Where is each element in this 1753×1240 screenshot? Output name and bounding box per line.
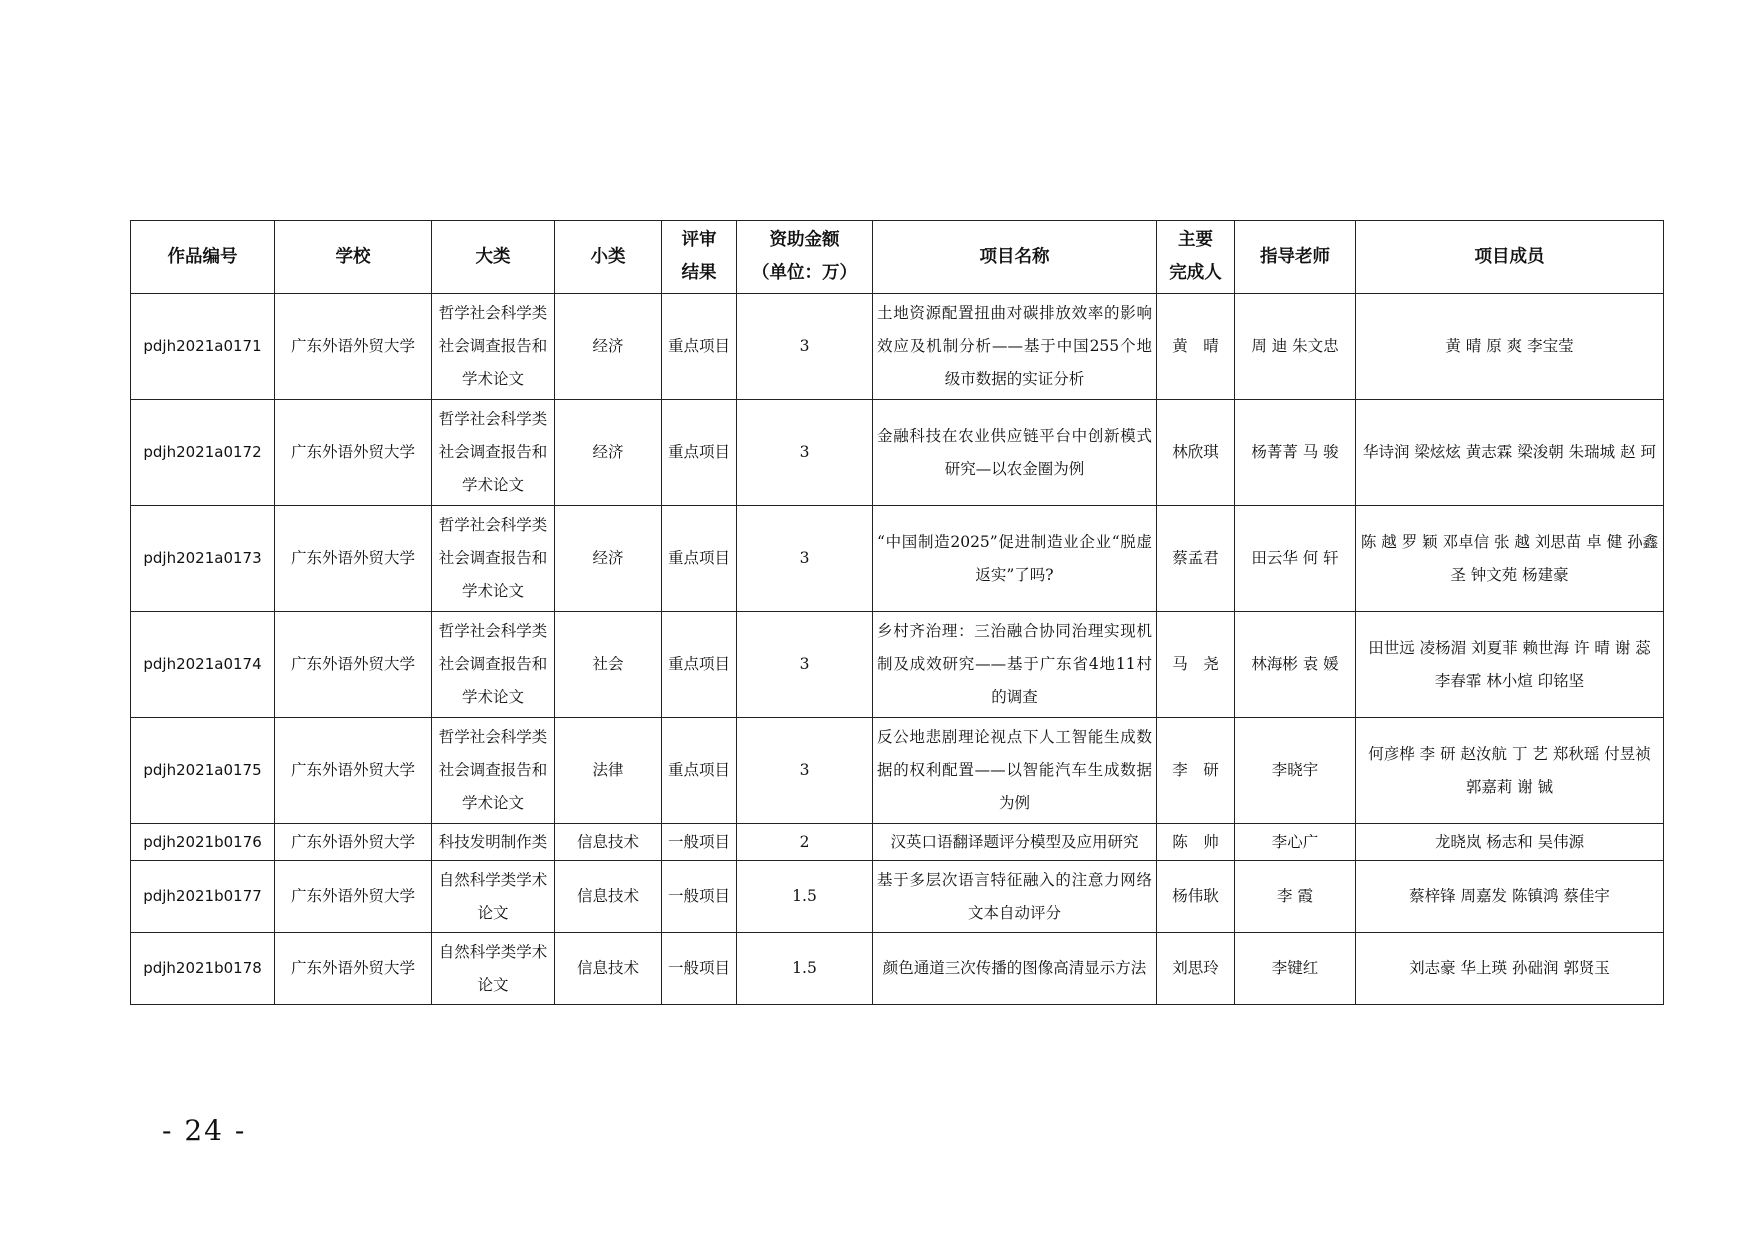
table-row — [131, 718, 1664, 824]
cell-category: 哲学社会科学类社会调查报告和学术论文 — [432, 612, 555, 718]
cell-result: 一般项目 — [662, 861, 737, 933]
cell-school: 广东外语外贸大学 — [275, 294, 432, 400]
header-funding-line1: 资助金额 — [769, 230, 840, 250]
cell-category: 哲学社会科学类社会调查报告和学术论文 — [432, 718, 555, 824]
cell-members: 华诗润 梁炫炫 黄志霖 梁浚朝 朱瑞城 赵 珂 — [1356, 400, 1664, 506]
table-row — [131, 612, 1664, 718]
cell-members: 龙晓岚 杨志和 吴伟源 — [1356, 824, 1664, 861]
header-lead-line1: 主要 — [1178, 230, 1213, 250]
cell-category: 哲学社会科学类社会调查报告和学术论文 — [432, 506, 555, 612]
cell-funding: 1.5 — [737, 933, 873, 1005]
cell-school: 广东外语外贸大学 — [275, 400, 432, 506]
cell-code: pdjh2021b0178 — [131, 933, 275, 1005]
header-result-line1: 评审 — [681, 230, 717, 250]
cell-category: 自然科学类学术论文 — [432, 861, 555, 933]
header-advisor: 指导老师 — [1235, 221, 1356, 294]
cell-category: 自然科学类学术论文 — [432, 933, 555, 1005]
table-row — [131, 400, 1664, 506]
cell-category: 科技发明制作类 — [432, 824, 555, 861]
cell-title: 金融科技在农业供应链平台中创新模式研究—以农金圈为例 — [873, 400, 1157, 506]
header-result — [662, 221, 737, 294]
cell-subcategory: 经济 — [555, 506, 662, 612]
cell-code: pdjh2021a0175 — [131, 718, 275, 824]
cell-lead: 李 研 — [1157, 718, 1235, 824]
cell-result: 重点项目 — [662, 506, 737, 612]
cell-result: 重点项目 — [662, 612, 737, 718]
header-school: 学校 — [275, 221, 432, 294]
cell-lead: 马 尧 — [1157, 612, 1235, 718]
cell-result: 一般项目 — [662, 824, 737, 861]
cell-advisor: 周 迪 朱文忠 — [1235, 294, 1356, 400]
cell-advisor: 田云华 何 轩 — [1235, 506, 1356, 612]
cell-members: 何彦桦 李 研 赵汝航 丁 艺 郑秋瑶 付昱祯 郭嘉莉 谢 铖 — [1356, 718, 1664, 824]
table-row — [131, 294, 1664, 400]
cell-result: 重点项目 — [662, 294, 737, 400]
cell-school: 广东外语外贸大学 — [275, 612, 432, 718]
cell-subcategory: 信息技术 — [555, 824, 662, 861]
cell-funding: 3 — [737, 400, 873, 506]
project-table — [130, 220, 1664, 1005]
cell-code: pdjh2021b0176 — [131, 824, 275, 861]
table-row — [131, 506, 1664, 612]
cell-school: 广东外语外贸大学 — [275, 861, 432, 933]
cell-title: “中国制造2025”促进制造业企业“脱虚返实”了吗? — [873, 506, 1157, 612]
cell-funding: 3 — [737, 718, 873, 824]
header-result-line2: 结果 — [681, 263, 717, 283]
header-code: 作品编号 — [131, 221, 275, 294]
cell-advisor: 杨菁菁 马 骏 — [1235, 400, 1356, 506]
cell-code: pdjh2021b0177 — [131, 861, 275, 933]
cell-lead: 林欣琪 — [1157, 400, 1235, 506]
cell-funding: 1.5 — [737, 861, 873, 933]
cell-school: 广东外语外贸大学 — [275, 824, 432, 861]
cell-subcategory: 信息技术 — [555, 861, 662, 933]
cell-advisor: 李键红 — [1235, 933, 1356, 1005]
cell-lead: 杨伟耿 — [1157, 861, 1235, 933]
cell-members: 田世远 凌杨湄 刘夏菲 赖世海 许 晴 谢 蕊 李春霏 林小煊 印铭坚 — [1356, 612, 1664, 718]
cell-school: 广东外语外贸大学 — [275, 718, 432, 824]
cell-advisor: 李心广 — [1235, 824, 1356, 861]
cell-advisor: 李 霞 — [1235, 861, 1356, 933]
cell-lead: 黄 晴 — [1157, 294, 1235, 400]
cell-subcategory: 经济 — [555, 400, 662, 506]
cell-title: 土地资源配置扭曲对碳排放效率的影响效应及机制分析——基于中国255个地级市数据的实证分析 — [873, 294, 1157, 400]
header-funding-line2: （单位：万） — [752, 263, 857, 283]
header-title: 项目名称 — [873, 221, 1157, 294]
cell-school: 广东外语外贸大学 — [275, 933, 432, 1005]
cell-subcategory: 经济 — [555, 294, 662, 400]
cell-funding: 3 — [737, 294, 873, 400]
cell-members: 刘志豪 华上瑛 孙础润 郭贤玉 — [1356, 933, 1664, 1005]
cell-code: pdjh2021a0174 — [131, 612, 275, 718]
cell-school: 广东外语外贸大学 — [275, 506, 432, 612]
cell-result: 一般项目 — [662, 933, 737, 1005]
cell-members: 黄 晴 原 爽 李宝莹 — [1356, 294, 1664, 400]
header-lead — [1157, 221, 1235, 294]
cell-subcategory: 法律 — [555, 718, 662, 824]
cell-funding: 3 — [737, 612, 873, 718]
cell-title: 反公地悲剧理论视点下人工智能生成数据的权利配置——以智能汽车生成数据为例 — [873, 718, 1157, 824]
cell-members: 蔡梓锋 周嘉发 陈镇鸿 蔡佳宇 — [1356, 861, 1664, 933]
cell-title: 基于多层次语言特征融入的注意力网络文本自动评分 — [873, 861, 1157, 933]
cell-code: pdjh2021a0171 — [131, 294, 275, 400]
header-subcategory: 小类 — [555, 221, 662, 294]
cell-subcategory: 社会 — [555, 612, 662, 718]
table-row — [131, 824, 1664, 861]
cell-advisor: 李晓宇 — [1235, 718, 1356, 824]
cell-category: 哲学社会科学类社会调查报告和学术论文 — [432, 294, 555, 400]
cell-code: pdjh2021a0172 — [131, 400, 275, 506]
header-funding — [737, 221, 873, 294]
header-lead-line2: 完成人 — [1169, 263, 1222, 283]
cell-title: 汉英口语翻译题评分模型及应用研究 — [873, 824, 1157, 861]
cell-code: pdjh2021a0173 — [131, 506, 275, 612]
cell-lead: 陈 帅 — [1157, 824, 1235, 861]
table-row — [131, 933, 1664, 1005]
header-category: 大类 — [432, 221, 555, 294]
cell-funding: 2 — [737, 824, 873, 861]
cell-lead: 刘思玲 — [1157, 933, 1235, 1005]
cell-title: 乡村齐治理：三治融合协同治理实现机制及成效研究——基于广东省4地11村的调查 — [873, 612, 1157, 718]
table-row — [131, 861, 1664, 933]
page-number: - 24 - — [162, 1114, 247, 1147]
table-header-row — [131, 221, 1664, 294]
cell-result: 重点项目 — [662, 718, 737, 824]
cell-funding: 3 — [737, 506, 873, 612]
cell-title: 颜色通道三次传播的图像高清显示方法 — [873, 933, 1157, 1005]
cell-members: 陈 越 罗 颖 邓卓信 张 越 刘思苗 卓 健 孙鑫圣 钟文苑 杨建豪 — [1356, 506, 1664, 612]
cell-advisor: 林海彬 袁 媛 — [1235, 612, 1356, 718]
header-members: 项目成员 — [1356, 221, 1664, 294]
cell-subcategory: 信息技术 — [555, 933, 662, 1005]
cell-category: 哲学社会科学类社会调查报告和学术论文 — [432, 400, 555, 506]
cell-lead: 蔡孟君 — [1157, 506, 1235, 612]
cell-result: 重点项目 — [662, 400, 737, 506]
